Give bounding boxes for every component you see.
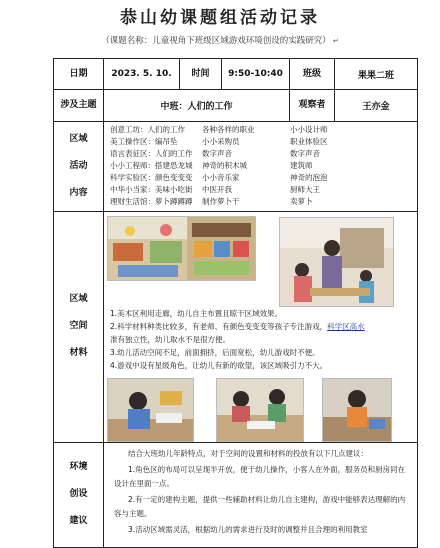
materials-label-line: 区域 xyxy=(69,294,88,304)
material-item: 准有独立性，幼儿取水不是很方便。 xyxy=(110,334,230,344)
materials-label-line: 空间 xyxy=(69,321,88,331)
activity-item: 中医开我 xyxy=(202,185,232,194)
activity-item: 数字声音 xyxy=(290,149,320,158)
activity-item: 各种各样的职业 xyxy=(202,125,255,134)
date-value: 2023. 5. 10. xyxy=(104,59,180,90)
materials-row xyxy=(54,211,418,442)
theme-label: 涉及主题 xyxy=(54,90,104,122)
activity-item: 小小设计师 xyxy=(290,125,328,134)
observer-value: 王亦金 xyxy=(335,90,418,122)
page-title: 恭山幼课题组活动记录 xyxy=(120,8,320,28)
activity-item: 神奇的积木城 xyxy=(202,161,247,170)
suggestion-item: 3.活动区域需灵活，根据幼儿的需求进行及时的调整并且合理的利用教室 xyxy=(128,524,368,534)
bottom-photo-area xyxy=(104,372,417,442)
activity-item: 神奇的泡泡 xyxy=(290,173,328,182)
teacher-children-photo xyxy=(279,217,394,307)
materials-list xyxy=(104,307,417,372)
materials-label xyxy=(54,211,104,442)
activity-item: 理财生活馆：萝卜蹲蹲蹲 xyxy=(110,197,193,206)
activity-item: 中华小当家：美味小吃街 xyxy=(110,185,193,194)
material-item: 4.游戏中设有星级角色，让幼儿有新的欲望，该区域吸引力不大。 xyxy=(110,360,328,370)
suggestions-label-line: 创设 xyxy=(69,489,88,499)
material-item: 3.幼儿活动空间不足，前面拥挤，后面宽松，幼儿游戏时不便。 xyxy=(110,347,320,357)
activity-item: 厨师大王 xyxy=(290,185,320,194)
activities-row xyxy=(54,122,418,212)
date-label: 日期 xyxy=(54,59,104,90)
suggestions-label xyxy=(54,442,104,547)
time-label: 时间 xyxy=(180,59,222,90)
activity-item: 职业体验区 xyxy=(290,137,328,146)
classroom-photo xyxy=(107,216,189,281)
activities-label-line: 区域 xyxy=(69,133,88,144)
header-row-1 xyxy=(54,59,418,90)
activity-item: 美工操作区：编吊坠 xyxy=(110,137,178,146)
subtitle-text: （课题名称：儿童视角下班级区域游戏环境创设的实践研究） xyxy=(101,36,331,46)
observer-label: 观察者 xyxy=(290,90,335,122)
activities-label xyxy=(54,122,104,212)
materials-label-line: 材料 xyxy=(69,348,88,358)
suggestions-row xyxy=(54,442,418,547)
activities-content xyxy=(104,122,418,212)
paragraph-mark-icon: ↵ xyxy=(332,37,339,45)
suggestions-label-line: 建议 xyxy=(69,516,88,526)
activity-item: 建筑师 xyxy=(290,161,313,170)
class-label: 班级 xyxy=(290,59,335,90)
suggestions-intro: 结合大班幼儿年龄特点，对于空间的设置和材料的投放有以下几点建议： xyxy=(128,448,368,458)
class-value: 果果二班 xyxy=(335,59,418,90)
suggestions-text xyxy=(104,443,417,537)
activity-item: 创意工坊：人们的工作 xyxy=(110,125,185,134)
activity-item: 语言表征区：人们的工作 xyxy=(110,149,193,158)
activity-item: 科学实验区：颜色变变变 xyxy=(110,173,193,182)
suggestion-item: 1.角色区的布局可以呈现半开放，便于幼儿操作，小客人在外面，服务员和厨房同在设计在里面一点。 xyxy=(114,464,406,488)
activity-item: 制作萝卜干 xyxy=(202,197,240,206)
activity-item: 小小工程师：搭建恐龙城 xyxy=(110,161,193,170)
header-row-2 xyxy=(54,90,418,122)
suggestions-content xyxy=(104,442,418,547)
children-table-photo xyxy=(216,378,304,442)
activity-item: 卖萝卜 xyxy=(290,197,313,206)
activities-label-line: 活动 xyxy=(69,160,88,171)
material-item-text: 2.科学材料种类比较多，有老师、有颜色变变变等孩子专注游戏， xyxy=(110,321,328,331)
activity-item: 小小采购员 xyxy=(202,137,240,146)
top-photo-area xyxy=(104,212,417,307)
suggestion-item: 2.有一定的建构主题，提供一些辅助材料让幼儿自主建构，游戏中能够表达理解的内容与主题。 xyxy=(114,494,406,518)
subtitle xyxy=(0,34,440,46)
suggestions-label-line: 环境 xyxy=(69,462,88,472)
activity-item: 数字声音 xyxy=(202,149,232,158)
child-playing-photo xyxy=(322,378,392,442)
child-crafting-photo xyxy=(107,378,194,442)
theme-value: 中班：人们的工作 xyxy=(104,90,290,122)
material-item: 1.美术区利用走廊，幼儿自主布置且晾干区域效果。 xyxy=(110,308,283,318)
toy-shelf-photo xyxy=(187,216,256,281)
material-item xyxy=(110,320,411,333)
activities-label-line: 内容 xyxy=(69,187,88,198)
activities-grid xyxy=(104,122,417,211)
time-value: 9:50-10:40 xyxy=(222,59,290,90)
activity-item: 小小音乐家 xyxy=(202,173,240,182)
material-item-highlight: 科学区高水 xyxy=(327,321,365,331)
materials-content xyxy=(104,211,418,442)
record-table xyxy=(53,58,418,548)
